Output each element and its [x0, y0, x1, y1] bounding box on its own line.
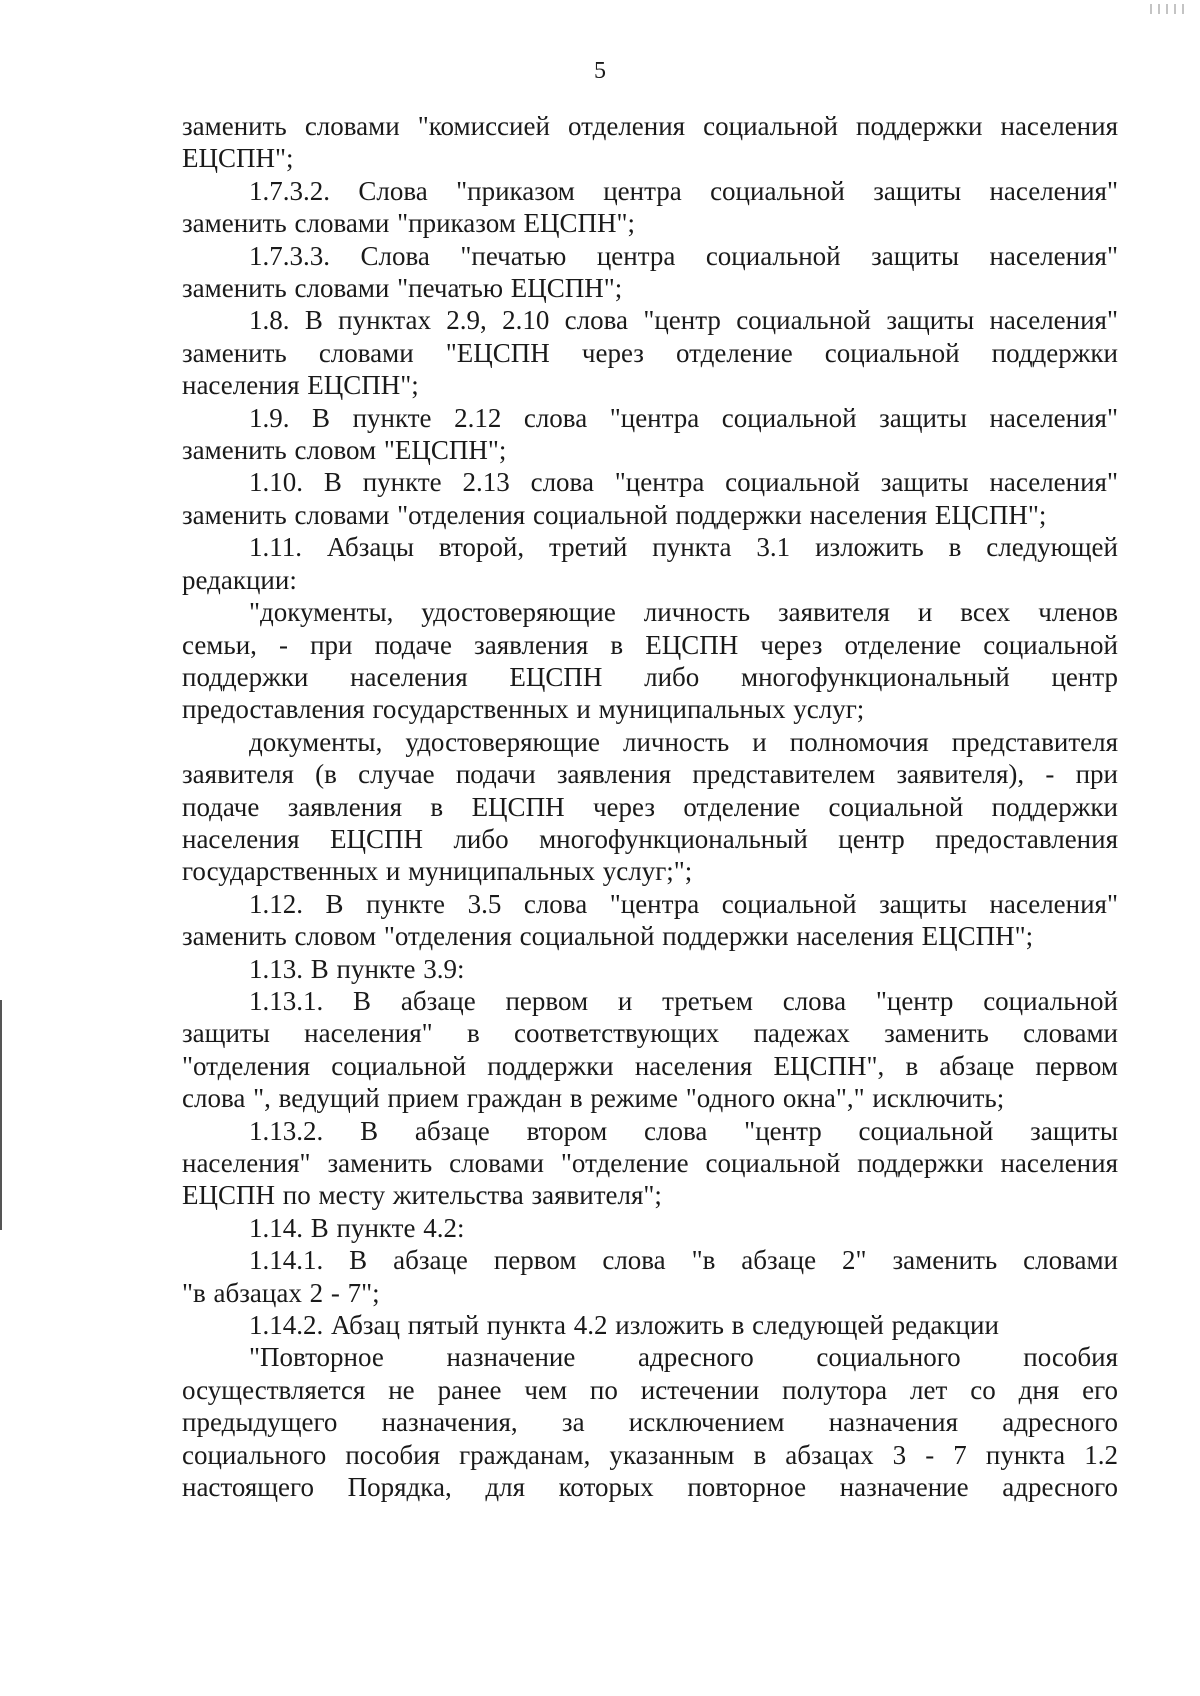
text-line: 1.14.2. Абзац пятый пункта 4.2 изложить в следующей редакции	[249, 1310, 999, 1341]
text-line: "в абзацах 2 - 7";	[182, 1277, 380, 1308]
text-line: "Повторное назначение адресного социального пособия	[249, 1342, 1118, 1373]
text-line: 1.9. В пункте 2.12 слова "центра социальной защиты населения"	[249, 402, 1118, 433]
text-line: населения ЕЦСПН";	[182, 370, 419, 401]
page-number: 5	[594, 58, 606, 84]
text-line: 1.11. Абзацы второй, третий пункта 3.1 изложить в следующей	[249, 532, 1118, 563]
text-line: "документы, удостоверяющие личность заявителя и всех членов	[249, 597, 1118, 628]
text-line: осуществляется не ранее чем по истечении полутора лет со дня его	[182, 1374, 1118, 1405]
text-line: населения ЕЦСПН либо многофункциональный центр предоставления	[182, 823, 1118, 854]
text-line: предыдущего назначения, за исключением назначения адресного	[182, 1407, 1118, 1438]
text-line: заменить словами "приказом ЕЦСПН";	[182, 208, 636, 239]
text-line: 1.7.3.2. Слова "приказом центра социальной защиты населения"	[249, 175, 1118, 206]
text-line: документы, удостоверяющие личность и полномочия представителя	[249, 726, 1118, 757]
text-line: социального пособия гражданам, указанным в абзацах 3 - 7 пункта 1.2	[182, 1439, 1118, 1470]
text-line: семьи, - при подаче заявления в ЕЦСПН через отделение социальной	[182, 629, 1118, 660]
text-line: заменить словом "отделения социальной поддержки населения ЕЦСПН";	[182, 921, 1034, 952]
text-line: 1.10. В пункте 2.13 слова "центра социальной защиты населения"	[249, 467, 1118, 498]
scan-edge-mark	[0, 1000, 2, 1230]
text-line: предоставления государственных и муниципальных услуг;	[182, 694, 865, 725]
text-line: подаче заявления в ЕЦСПН через отделение социальной поддержки	[182, 791, 1118, 822]
text-line: поддержки населения ЕЦСПН либо многофункциональный центр	[182, 661, 1118, 692]
text-line: населения" заменить словами "отделение социальной поддержки населения	[182, 1148, 1118, 1178]
text-line: ЕЦСПН";	[182, 143, 294, 174]
text-line: 1.12. В пункте 3.5 слова "центра социальной защиты населения"	[249, 888, 1118, 919]
text-line: ЕЦСПН по месту жительства заявителя";	[182, 1180, 662, 1211]
text-line: заменить словами "ЕЦСПН через отделение социальной поддержки	[182, 337, 1118, 368]
text-line: 1.13.1. В абзаце первом и третьем слова "центр социальной	[249, 985, 1118, 1016]
text-line: 1.13. В пункте 3.9:	[249, 953, 465, 984]
text-line: заменить словами "печатью ЕЦСПН";	[182, 273, 623, 304]
text-line: "отделения социальной поддержки населения ЕЦСПН", в абзаце первом	[182, 1050, 1118, 1081]
text-line: заменить словами "отделения социальной поддержки населения ЕЦСПН";	[182, 499, 1047, 530]
text-line: государственных и муниципальных услуг;";	[182, 856, 693, 887]
document-body	[182, 110, 1118, 1503]
text-line: 1.14. В пункте 4.2:	[249, 1212, 465, 1243]
text-line: 1.13.2. В абзаце втором слова "центр социальной защиты	[249, 1115, 1118, 1146]
text-line: заменить словами "комиссией отделения социальной поддержки населения	[182, 111, 1118, 141]
text-line: защиты населения" в соответствующих падежах заменить словами	[182, 1018, 1118, 1049]
scan-artifact	[1150, 4, 1190, 14]
text-line: редакции:	[182, 564, 297, 595]
text-line: 1.14.1. В абзаце первом слова "в абзаце 2" заменить словами	[249, 1245, 1118, 1276]
text-line: заявителя (в случае подачи заявления представителем заявителя), - при	[182, 759, 1118, 790]
text-line: 1.8. В пунктах 2.9, 2.10 слова "центр социальной защиты населения"	[249, 305, 1118, 336]
text-line: настоящего Порядка, для которых повторное назначение адресного	[182, 1472, 1118, 1503]
text-line: 1.7.3.3. Слова "печатью центра социальной защиты населения"	[249, 240, 1118, 271]
text-line: заменить словом "ЕЦСПН";	[182, 435, 507, 466]
text-line: слова ", ведущий прием граждан в режиме "одного окна"," исключить;	[182, 1083, 1005, 1114]
